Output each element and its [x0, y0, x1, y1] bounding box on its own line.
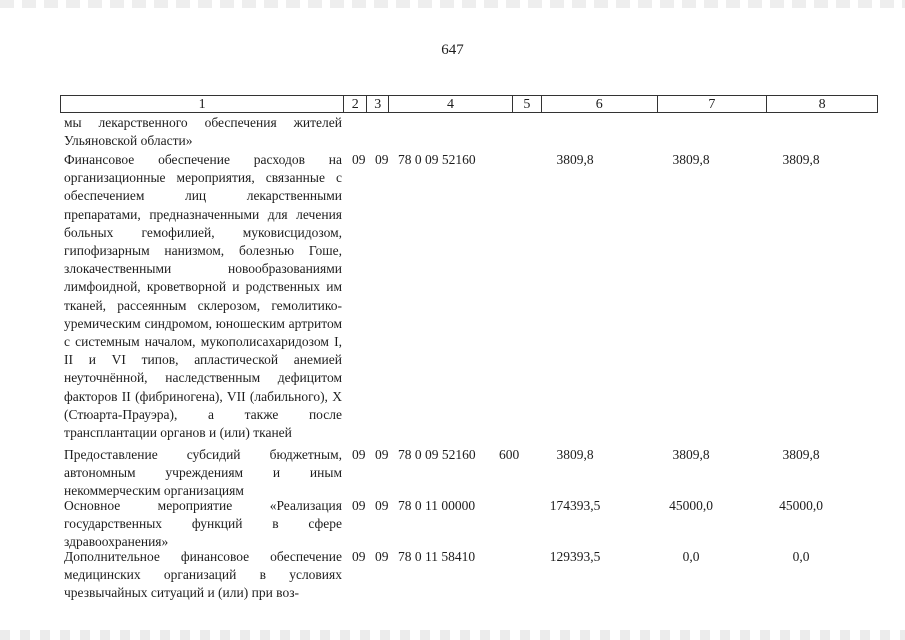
row-3-description: Основное мероприятие «Реализация государственных функций в сфере здравоохранения» — [64, 498, 342, 550]
header-col-8: 8 — [818, 97, 826, 112]
header-col-3: 3 — [367, 96, 389, 112]
header-col-6: 6 — [542, 96, 658, 112]
row-4-description: Дополнительное финансовое обеспечение медицинских организаций в условиях чрезвычайных ситуаций и (или) при воз- — [64, 549, 342, 601]
row-1-subsection: 09 — [375, 152, 389, 167]
row-2-description: Предоставление субсидий бюджетным, автономным учреждениям и иным некоммерческим организациям — [64, 447, 342, 499]
row-1-description: Финансовое обеспечение расходов на организационные мероприятия, связанные с обеспечением лиц лекарственными препаратами, предназначенными для лечения больных гемофилией, муковисцидозом, гипофизарным нанизмом, болезнью Гоше, злокачественными новообразованиями лимфоидной, кроветворной и родственных им тканей, рассеянным склерозом, гемолитико-уремическим синдромом, юношеским артритом с системным началом, мукополисахаридозом I, II и VI типов, апластической анемией неуточнённой, наследственным дефицитом факторов II (фибриногена), VII (лабильного), X (Стюарта-Прауэра), а также после трансплантации органов и (или) тканей — [64, 152, 342, 441]
row-3-value-col8: 45000,0 — [779, 498, 823, 513]
row-4-value-col6: 129393,5 — [549, 549, 601, 564]
row-1-value-col6: 3809,8 — [556, 152, 594, 167]
row-1-value-col8: 3809,8 — [782, 152, 820, 167]
table-header — [60, 95, 878, 113]
row-3-target-article: 78 0 11 00000 — [398, 498, 476, 513]
header-col-4: 4 — [389, 96, 513, 112]
row-4-value-col8: 0,0 — [792, 549, 810, 564]
row-2-value-col8: 3809,8 — [782, 447, 820, 462]
row-4-section: 09 — [352, 549, 366, 564]
row-3-value-col7: 45000,0 — [669, 498, 713, 513]
row-0-description: мы лекарственного обеспечения жителей Ульяновской области» — [64, 115, 342, 149]
header-col-5: 5 — [513, 96, 542, 112]
row-2-expense-type: 600 — [499, 447, 520, 462]
row-1-section: 09 — [352, 152, 366, 167]
row-2-value-col6: 3809,8 — [556, 447, 594, 462]
row-3-section: 09 — [352, 498, 366, 513]
row-2-value-col7: 3809,8 — [672, 447, 710, 462]
row-4-subsection: 09 — [375, 549, 389, 564]
header-col-1: 1 — [61, 96, 344, 112]
row-1-target-article: 78 0 09 52160 — [398, 152, 476, 167]
header-col-2: 2 — [344, 96, 367, 112]
row-1-value-col7: 3809,8 — [672, 152, 710, 167]
row-3-subsection: 09 — [375, 498, 389, 513]
row-3-value-col6: 174393,5 — [549, 498, 601, 513]
row-4-target-article: 78 0 11 58410 — [398, 549, 476, 564]
row-2-subsection: 09 — [375, 447, 389, 462]
scan-edge-bottom — [0, 630, 905, 640]
scan-edge-top — [0, 0, 905, 8]
row-2-target-article: 78 0 09 52160 — [398, 447, 476, 462]
row-2-section: 09 — [352, 447, 366, 462]
row-4-value-col7: 0,0 — [682, 549, 700, 564]
page-number: 647 — [441, 42, 464, 58]
header-col-7: 7 — [658, 96, 768, 112]
